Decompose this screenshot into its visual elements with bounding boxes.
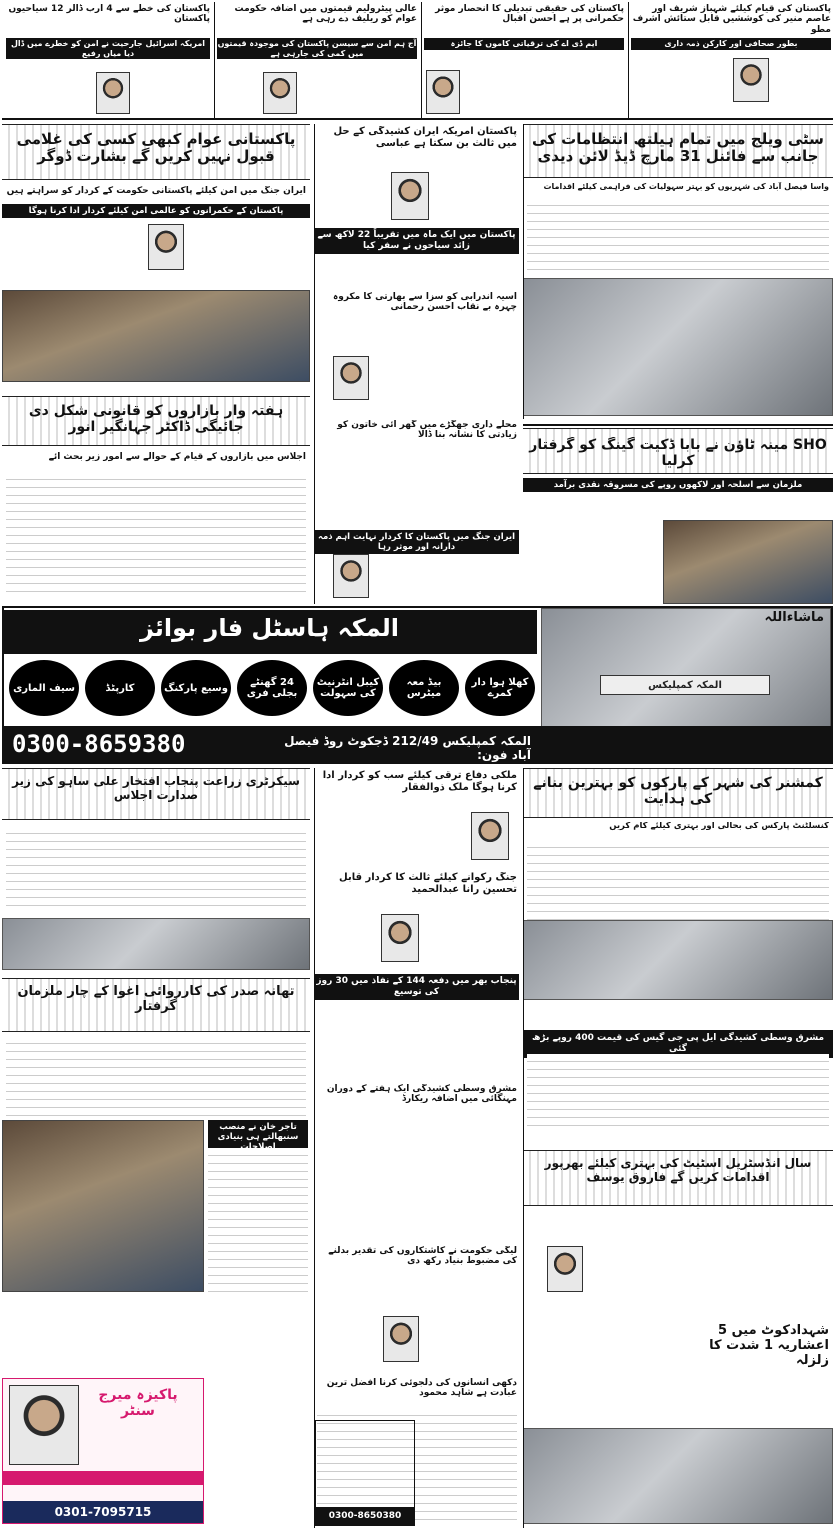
section144-headline: پنجاب بھر میں دفعہ 144 کے نفاذ میں 30 روز کی توسیع <box>314 974 519 1000</box>
lpg-body <box>527 1054 829 1128</box>
agriculture-headline-box <box>2 768 310 820</box>
top-story-2-subhead: ایم ڈی اے کی ترقیاتی کاموں کا جائزہ <box>424 38 624 50</box>
feature-badges <box>2 658 537 720</box>
hameed-photo <box>381 914 419 962</box>
top-story-4-subhead: امریکہ اسرائیل جارحیت نے امن کو خطرے میں ڈال دیا میاں رفیع <box>6 38 210 59</box>
left-headline: پاکستانی عوام کبھی کسی کی غلامی قبول نہیں کریں گے بشارت ڈوگر <box>16 131 296 166</box>
commissioner-body <box>527 840 829 932</box>
right-column-upper <box>523 124 833 419</box>
couple-photo <box>9 1385 79 1465</box>
top-story-3-headline: عالی پیٹرولیم قیمتوں میں اضافہ حکومت عوام کو ریلیف دے رہی ہے <box>234 4 417 25</box>
agriculture-body <box>6 826 306 912</box>
left-column-lower <box>2 768 310 1528</box>
trader-body <box>208 1148 308 1298</box>
bazar-headline: ہفتہ وار بازاروں کو قانونی شکل دی جائیگی ڈاکٹر جہانگیر انور <box>28 403 284 436</box>
center-headline-3: آسیہ اندرابی کو سزا سے بھارتی کا مکروہ چہرہ بے نقاب احسن رحمانی <box>332 292 517 313</box>
top-story-1-headline: پاکستان کی قیام کیلئے شہباز شریف اور عاصم منیر کی کوششیں قابل ستائش اشرف مطو <box>632 4 831 35</box>
lpg-headline: مشرق وسطی کشیدگی ایل پی جی گیس کی قیمت 400 روپے بڑھ گئی <box>523 1030 833 1058</box>
right-headline-box <box>523 124 833 178</box>
yousaf-photo <box>547 1246 583 1292</box>
right-body-text <box>527 198 829 276</box>
left-headline-box <box>2 124 310 180</box>
leader-photo <box>263 72 297 114</box>
feature-badge-safe: سیف الماری <box>9 660 79 716</box>
bazar-headline-box <box>2 396 310 446</box>
top-story-1 <box>628 2 833 120</box>
top-story-3-subhead: آج ہم امن سے سیسن پاکستان کی موجودہ قیمتوں میں کمی کی جارہی ہے <box>217 39 417 58</box>
minister2-photo <box>383 1316 419 1362</box>
farmers-headline: لیگی حکومت نے کاشتکاروں کی تقدیر بدلنے کی مضبوط بنیاد رکھ دی <box>328 1246 517 1267</box>
feature-badge-bed: بیڈ معہ میٹرس <box>389 660 459 716</box>
contact-strip <box>4 726 831 762</box>
left-column-upper <box>2 124 310 604</box>
ad-address: المکہ کمپلیکس 212/49 ڈجکوٹ روڈ فیصل آباد فون: <box>284 734 531 762</box>
reporter-photo <box>733 58 769 102</box>
charity-headline: دکھی انسانوں کی دلجوئی کرنا افضل ترین عبادت ہے شاہد محمود <box>326 1378 517 1399</box>
sho-subhead: ملزمان سے اسلحہ اور لاکھوں روپے کی مسروقہ نقدی برآمد <box>523 478 833 492</box>
feature-badge-parking: وسیع پارکنگ <box>161 660 231 716</box>
bottom-ad-phone: 0300-8650380 <box>316 1507 414 1525</box>
meeting-photo <box>523 278 833 416</box>
right-subhead: واسا فیصل آباد کی شہریوں کو بہتر سہولیات کی فراہمی کیلئے اقدامات <box>543 182 829 191</box>
top-story-4 <box>4 2 212 120</box>
marriage-ad-phone: 0301-7095715 <box>3 1501 203 1523</box>
center-headline-5: ایران جنگ میں پاکستان کا کردار نہایت اہم ذمہ دارانہ اور موثر رہا <box>314 530 519 554</box>
brand-blessing: ماشاءاللہ <box>764 611 824 625</box>
hostel-ad <box>2 606 833 764</box>
spokesperson-photo <box>333 554 369 598</box>
rahmani-photo <box>333 356 369 400</box>
feature-badge-ventilated: کھلا ہوا دار کمرے <box>465 660 535 716</box>
earthquake-headline: شہدادکوٹ میں 5 اعشاریہ 1 شدت کا زلزلہ <box>709 1324 829 1368</box>
center-headline-4: محلے داری جھگڑے میں گھر آئی خاتون کو زیادتی کا نشانہ بنا ڈالا <box>337 420 517 441</box>
ad-phone: 0300-8659380 <box>12 730 186 758</box>
top-news-row <box>2 2 833 120</box>
zulfiqar-photo <box>471 812 509 860</box>
press-meeting-photo <box>2 290 310 382</box>
arrest-photo <box>2 1120 204 1292</box>
bazar-subhead: اجلاس میں بازاروں کے قیام کے حوالے سے امور زیر بحث آئے <box>48 452 306 462</box>
center-column-upper <box>314 124 519 604</box>
left-subhead-1: ایران جنگ میں امن کیلئے پاکستانی حکومت کے کردار کو سراہتے ہیں <box>6 186 306 196</box>
defence-headline: ملکی دفاع ترقی کیلئے سب کو کردار ادا کرنا ہوگا ملک ذوالفقار <box>322 770 517 793</box>
abbasi-photo <box>391 172 429 220</box>
kidnap-headline-box <box>2 978 310 1032</box>
center-headline-2: پاکستان میں ایک ماہ میں تقریباً 22 لاکھ سے زائد سیاحوں نے سفر کیا <box>314 228 519 254</box>
marriage-ad-title: پاکیزہ میرج سنٹر <box>98 1387 178 1419</box>
top-story-3 <box>214 2 419 120</box>
right-headline: سٹی ویلج میں تمام ہیلتھ انتظامات کی جانب سے فائنل 31 مارچ ڈیڈ لائن دیدی <box>532 131 824 166</box>
sho-story <box>523 424 833 604</box>
top-story-1-subhead: بطور صحافی اور کارکن ذمہ داری <box>631 38 831 50</box>
left-subhead-2: پاکستان کے حکمرانوں کو عالمی امن کیلئے کردار ادا کرنا ہوگا <box>2 204 310 218</box>
bottom-small-ad <box>315 1420 415 1526</box>
kidnap-headline: تھانہ صدر کی کارروائی اغوا کے چار ملزمان گرفتار <box>17 985 295 1014</box>
sho-headline: SHO مینہ ٹاؤن نے بابا ڈکیت گینگ کو گرفتار کرلیا <box>529 437 827 470</box>
sho-headline-box <box>523 428 833 474</box>
officer-photo <box>148 224 184 270</box>
inflation-headline: مشرق وسطی کشیدگی ایک ہفتے کے دوران مہنگائی میں اضافہ ریکارڈ <box>326 1084 517 1105</box>
industrial-headline-box <box>523 1150 833 1206</box>
hostel-title: المکہ ہاسٹل فار بوائز <box>139 614 400 642</box>
kidnap-body <box>6 1036 306 1116</box>
marriage-ad <box>2 1378 204 1524</box>
feature-badge-carpeted: کارپٹڈ <box>85 660 155 716</box>
building-sign: المکہ کمپلیکس <box>600 675 770 695</box>
hostel-title-box <box>2 610 537 654</box>
center-column-lower <box>314 768 519 1528</box>
top-story-2 <box>421 2 626 120</box>
agriculture-photo <box>2 918 310 970</box>
minister-photo <box>426 70 460 114</box>
top-story-4-headline: پاکستان کی خطے سے 4 ارب ڈالر 12 سیاحیوں پاکستان <box>8 4 210 25</box>
right-column-lower <box>523 768 833 1528</box>
mediation-headline: جنگ رکوانے کیلئے ثالث کا کردار قابل تحسین رانا عبدالحمید <box>339 872 517 895</box>
bazar-body-text <box>6 472 306 592</box>
event-photo <box>523 1428 833 1524</box>
top-story-2-headline: پاکستان کی حقیقی تبدیلی کا انحصار موثر حکمرانی پر ہے احسن اقبال <box>435 4 624 25</box>
commissioner-headline-box <box>523 768 833 818</box>
marriage-ad-ribbon <box>3 1471 203 1485</box>
industrial-headline: سال انڈسٹریل اسٹیٹ کی بہتری کیلئے بھرپور اقدامات کریں گے فاروق یوسف <box>544 1157 812 1184</box>
feature-badge-internet: کیبل انٹرنیٹ کی سہولت <box>313 660 383 716</box>
commissioner-photo <box>523 920 833 1000</box>
commissioner-subhead: کنسلٹنٹ پارکس کی بحالی اور بہتری کیلئے کام کریں <box>609 822 829 831</box>
trader-headline: تاجر خان نے منصب سنبھالتے ہی بنیادی <box>208 1120 308 1155</box>
center-headline-1: پاکستان امریکہ ایران کشیدگی کے حل میں ثالث بن سکتا ہے عباسی <box>333 126 517 149</box>
police-photo <box>663 520 833 604</box>
commissioner-headline: کمشنر کی شہر کے پارکوں کو بہترین بنانے کی ہدایت <box>533 775 823 808</box>
agriculture-headline: سیکرٹری زراعت پنجاب افتخار علی ساہو کی زیر صدارت اجلاس <box>12 775 300 802</box>
feature-badge-electricity: 24 گھنٹے بجلی فری <box>237 660 307 716</box>
speaker-photo <box>96 72 130 114</box>
